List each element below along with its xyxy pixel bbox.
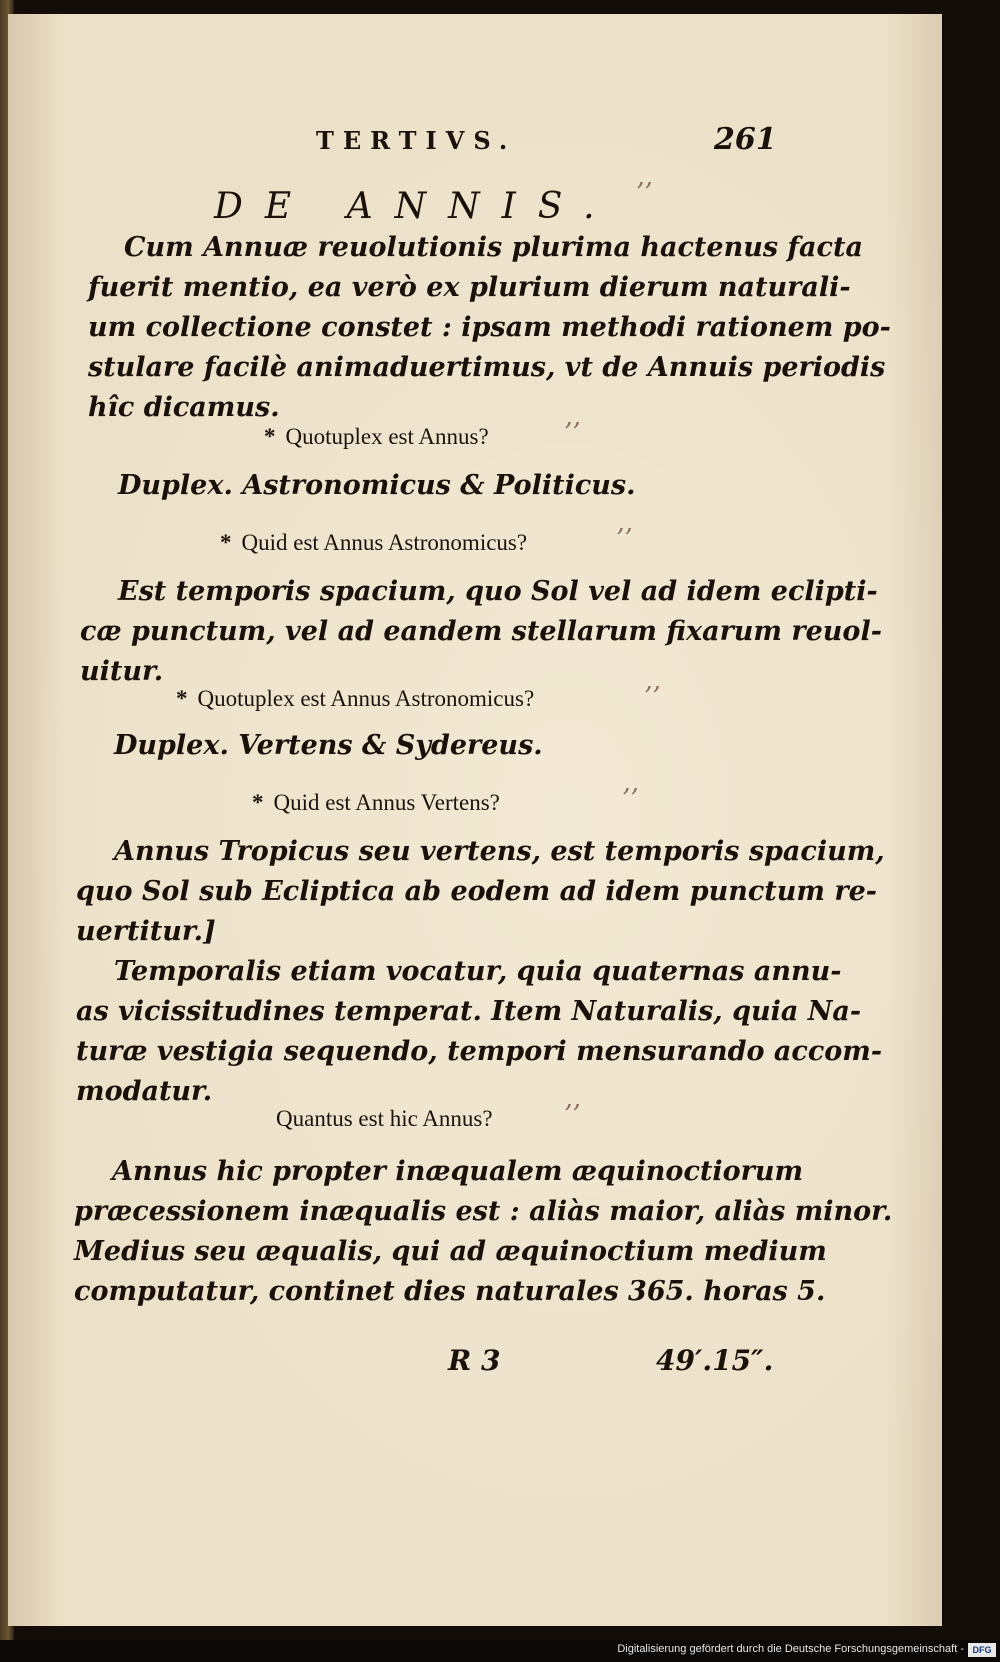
digitization-credit-text: Digitalisierung gefördert durch die Deutsche Forschungsgemeinschaft -	[617, 1643, 964, 1655]
book-page	[8, 14, 942, 1626]
question-text: Quid est Annus Astronomicus?	[241, 530, 528, 555]
text-line: stulare facilè animaduertimus, vt de Annuis periodis	[88, 352, 886, 383]
text-line: hîc dicamus.	[88, 392, 280, 423]
question-line	[276, 1106, 493, 1132]
question-line	[176, 686, 534, 712]
text-line: Duplex. Astronomicus & Politicus.	[118, 470, 636, 501]
answer-duplex-1	[118, 466, 818, 506]
question-text: Quid est Annus Vertens?	[273, 790, 500, 815]
paragraph-vertens	[76, 832, 885, 952]
question-line	[252, 790, 500, 816]
text-line: quo Sol sub Ecliptica ab eodem ad idem punctum re-	[76, 876, 877, 907]
margin-quote-mark: ’’	[636, 178, 653, 208]
question-line	[220, 530, 527, 556]
paragraph-quantus	[74, 1152, 893, 1312]
paragraph-astronomicus	[80, 572, 882, 692]
running-head: TERTIVS.	[316, 126, 517, 155]
question-line	[264, 424, 489, 450]
margin-quote-mark: ’’	[564, 418, 581, 448]
page-header	[8, 122, 942, 166]
paragraph-intro	[88, 228, 891, 428]
question-text: Quotuplex est Annus?	[285, 424, 489, 449]
asterisk-marker: *	[220, 530, 232, 555]
catchword-figure: 49′.15″.	[656, 1344, 774, 1377]
margin-quote-mark: ’’	[616, 524, 633, 554]
text-line: Cum Annuæ reuolutionis plurima hactenus facta	[124, 232, 863, 263]
text-line: Duplex. Vertens & Sydereus.	[114, 730, 543, 761]
text-line: fuerit mentio, ea verò ex plurium dierum naturali-	[88, 272, 851, 303]
margin-quote-mark: ’’	[622, 784, 639, 814]
margin-quote-mark: ’’	[644, 682, 661, 712]
text-line: Annus hic propter inæqualem æquinoctiorum	[112, 1156, 804, 1187]
text-line: um collectione constet : ipsam methodi rationem po-	[88, 312, 891, 343]
text-line: cæ punctum, vel ad eandem stellarum fixarum reuol-	[80, 616, 882, 647]
answer-duplex-2	[114, 726, 814, 766]
text-line: Temporalis etiam vocatur, quia quaternas annu-	[114, 956, 842, 987]
chapter-title: DE ANNIS.	[214, 186, 617, 227]
paragraph-temporalis	[76, 952, 883, 1112]
text-line: computatur, continet dies naturales 365. horas 5.	[74, 1276, 826, 1307]
text-line: turæ vestigia sequendo, tempori mensurando accom-	[76, 1036, 883, 1067]
dfg-logo: DFG	[968, 1643, 996, 1657]
page-number: 261	[714, 122, 777, 157]
question-text: Quotuplex est Annus Astronomicus?	[197, 686, 535, 711]
text-line: Annus Tropicus seu vertens, est temporis spacium,	[114, 836, 885, 867]
asterisk-marker: *	[176, 686, 188, 711]
digitization-credit-bar	[0, 1640, 1000, 1662]
text-line: modatur.	[76, 1076, 213, 1107]
asterisk-marker: *	[264, 424, 276, 449]
signature-mark: R 3	[448, 1344, 501, 1377]
text-line: uitur.	[80, 656, 164, 687]
margin-quote-mark: ’’	[564, 1100, 581, 1130]
text-line: præcessionem inæqualis est : aliàs maior, aliàs minor.	[74, 1196, 893, 1227]
text-line: as vicissitudines temperat. Item Naturalis, quia Na-	[76, 996, 862, 1027]
text-line: Est temporis spacium, quo Sol vel ad idem eclipti-	[118, 576, 878, 607]
text-line: uertitur.]	[76, 916, 216, 947]
page-footer	[8, 1344, 942, 1384]
asterisk-marker: *	[252, 790, 264, 815]
text-line: Medius seu æqualis, qui ad æquinoctium medium	[74, 1236, 827, 1267]
question-text: Quantus est hic Annus?	[276, 1106, 493, 1131]
